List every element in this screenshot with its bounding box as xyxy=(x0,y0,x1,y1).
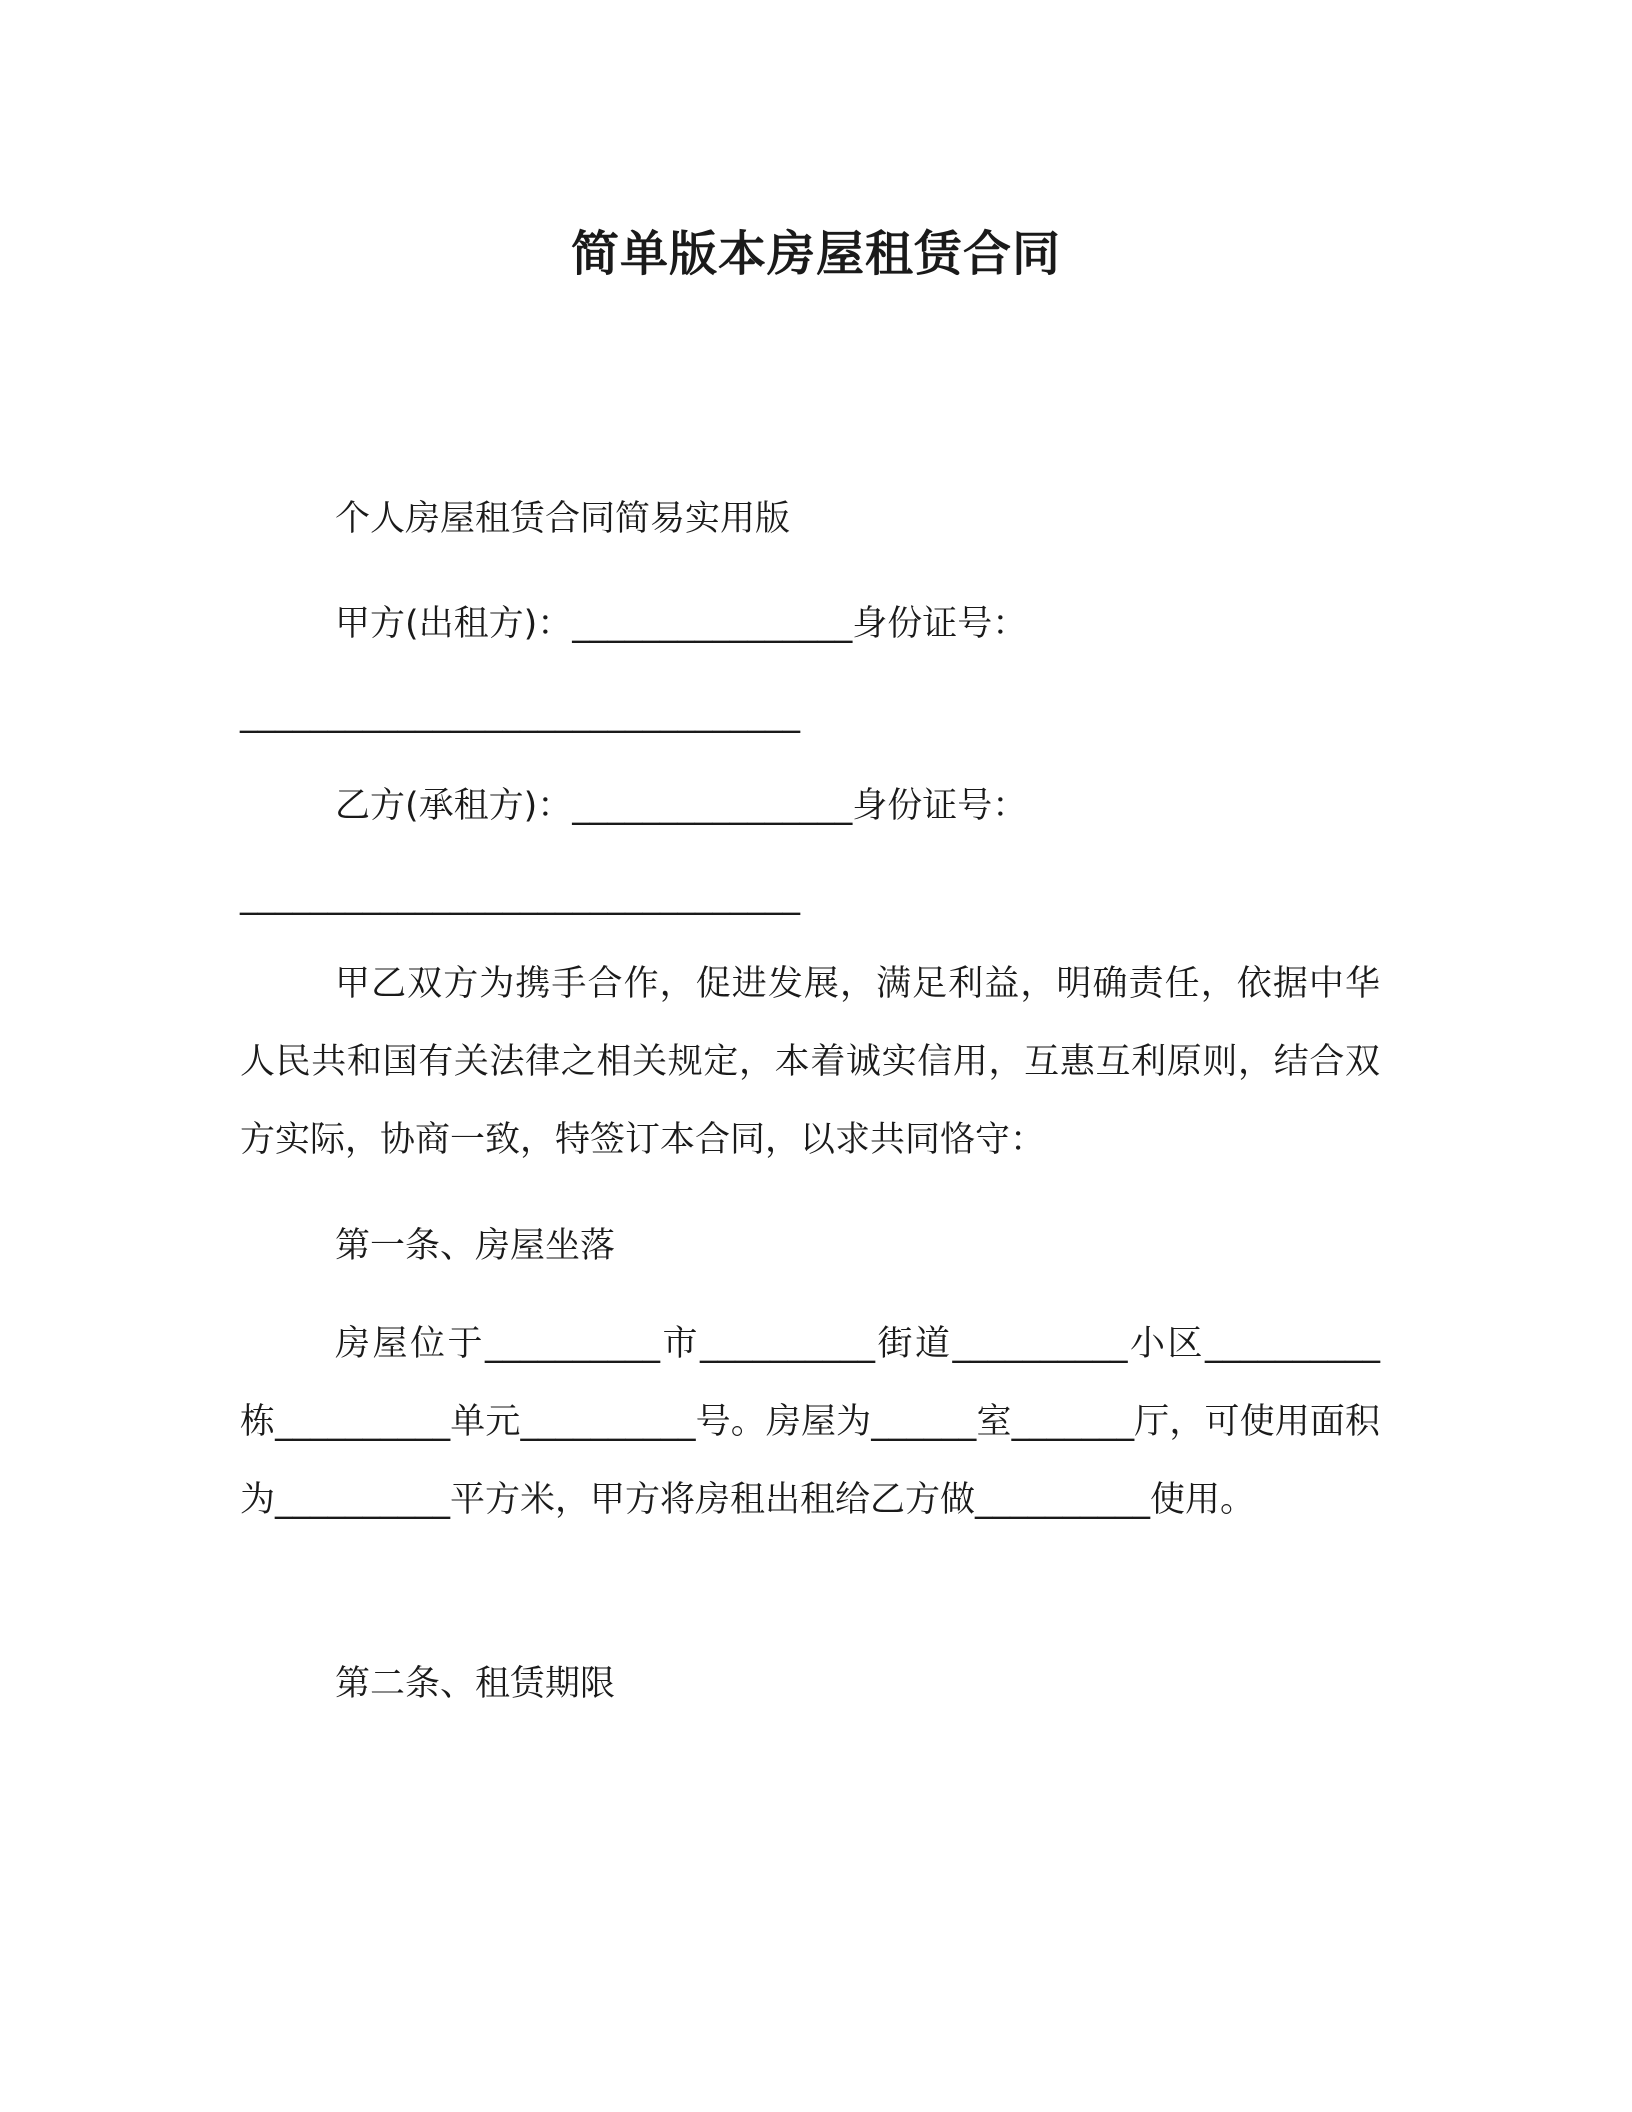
party-b-id-blank: ________________________________ xyxy=(240,876,800,916)
preamble-paragraph: 甲乙双方为携手合作，促进发展，满足利益，明确责任，依据中华人民共和国有关法律之相关规定，本着诚实信用，互惠互利原则，结合双方实际，协商一致，特签订本合同，以求共同恪守： xyxy=(240,964,1380,1160)
article1-heading: 第一条、房屋坐落 xyxy=(335,1226,616,1266)
article1-body: 房屋位于__________市__________街道__________小区__________栋__________单元__________号。房屋为______室_______厅，可使用面积为__________平方米，甲方将房租出租给乙方做__________使用。 xyxy=(240,1324,1380,1520)
party-b-line: 乙方(承租方)：________________身份证号： xyxy=(335,786,1028,826)
subtitle: 个人房屋租赁合同简易实用版 xyxy=(335,499,791,539)
page-title: 简单版本房屋租赁合同 xyxy=(570,226,1061,282)
party-a-line: 甲方(出租方)：________________身份证号： xyxy=(335,604,1028,644)
article2-heading: 第二条、租赁期限 xyxy=(335,1664,616,1704)
party-a-id-blank: ________________________________ xyxy=(240,694,800,734)
